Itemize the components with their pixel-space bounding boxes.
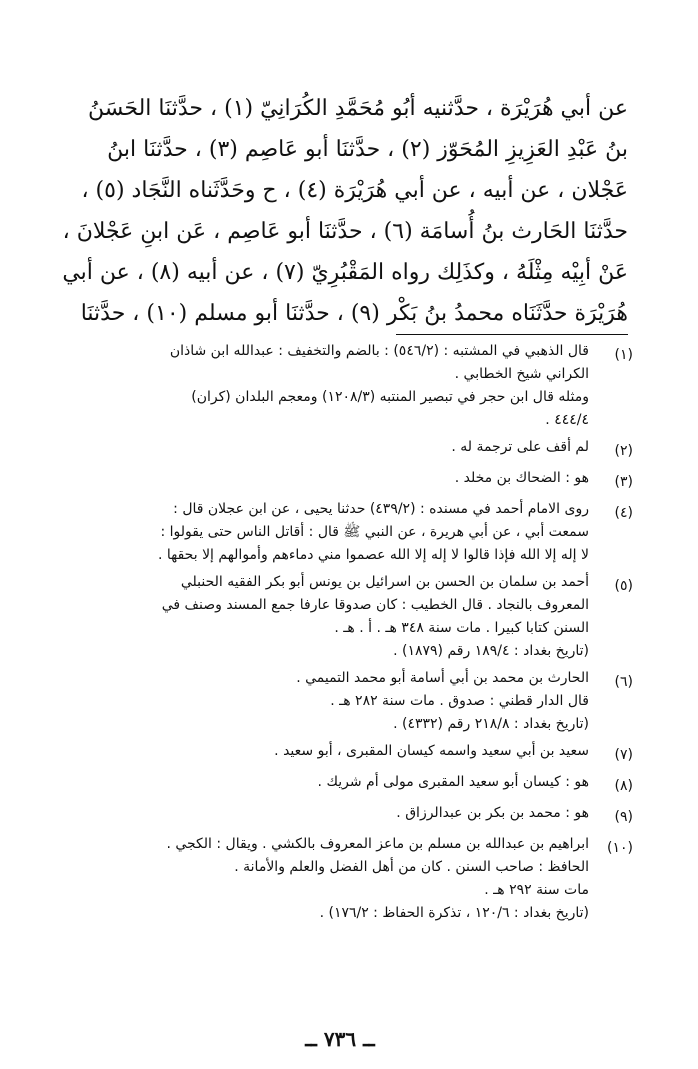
footnote-4: [78, 498, 633, 567]
footnote-number: (٦): [614, 674, 633, 690]
footnote-body: [78, 498, 589, 567]
footnote-line: ٤٤٤/٤ .: [545, 412, 589, 428]
footnote-body: [78, 667, 589, 736]
footnote-line: (تاريخ بغداد : ١٨٩/٤ رقم (١٨٧٩) .: [393, 643, 589, 659]
footnote-line: لا إله إلا الله فإذا قالوا لا إله إلا الله عصموا مني دماءهم وأموالهم إلا بحقها .: [157, 547, 589, 563]
footnote-number: (٨): [614, 778, 633, 794]
footnote-line: هو : محمد بن بكر بن عبدالرزاق .: [396, 805, 589, 821]
footnote-line: الحارث بن محمد بن أبي أسامة أبو محمد التميمي .: [296, 670, 589, 686]
footnote-number: (٥): [614, 578, 633, 594]
footnote-7: [78, 740, 633, 767]
footnote-10: [78, 833, 633, 925]
footnote-line: روى الامام أحمد في مسنده : (٤٣٩/٢) حدثنا يحيى ، عن ابن عجلان قال :: [173, 501, 589, 517]
footnote-line: سعيد بن أبي سعيد واسمه كيسان المقبرى ، أبو سعيد .: [274, 743, 589, 759]
footnote-body: [78, 740, 589, 767]
footnote-line: هو : الضحاك بن مخلد .: [454, 470, 589, 486]
footnote-1: [78, 340, 633, 432]
main-text-line: عن أبي هُرَيْرَة ، حدَّثنيه أبُو مُحَمَّدِ الكُرَانِيّ (١) ، حدَّثنَا الحَسَنُ: [88, 96, 628, 121]
footnote-line: سمعت أبي ، عن أبي هريرة ، عن النبي ﷺ قال : أقاتل الناس حتى يقولوا :: [160, 524, 589, 540]
main-text-line: بنُ عَبْدِ العَزِيزِ المُحَوّز (٢) ، حدَّثنَا أبو عَاصِم (٣) ، حدَّثنَا ابنُ: [107, 137, 628, 162]
footnote-body: [78, 571, 589, 663]
footnote-number: (٤): [614, 505, 633, 521]
footnote-line: الحافظ : صاحب السنن . كان من أهل الفضل والعلم والأمانة .: [234, 859, 589, 875]
footnote-9: [78, 802, 633, 829]
footnote-line: السنن كتابا كبيرا . مات سنة ٣٤٨ هـ . أ . هـ .: [334, 620, 589, 636]
footnote-line: ابراهيم بن عبدالله بن مسلم بن ماعز المعروف بالكشي . ويقال : الكجي .: [166, 836, 589, 852]
page-number: ــ ٧٣٦ ــ: [305, 1027, 375, 1051]
footnote-number: (٩): [614, 809, 633, 825]
footnote-body: [78, 833, 589, 925]
main-text-block: [62, 88, 628, 334]
footnote-body: [78, 467, 589, 494]
footnote-line: قال الذهبي في المشتبه : (٥٤٦/٢) : بالضم والتخفيف : عبدالله ابن شاذان: [169, 343, 589, 359]
footnote-number: (١): [614, 347, 633, 363]
footnotes-section: [78, 340, 633, 925]
footnote-number: (٧): [614, 747, 633, 763]
footnote-line: لم أقف على ترجمة له .: [451, 439, 589, 455]
footnote-line: قال الدار قطني : صدوق . مات سنة ٢٨٢ هـ .: [330, 693, 589, 709]
footnote-number: (٢): [614, 443, 633, 459]
footnote-line: المعروف بالنجاد . قال الخطيب : كان صدوقا عارفا جمع المسند وصنف في: [161, 597, 589, 613]
footnote-number: (١٠): [607, 840, 633, 856]
footnote-8: [78, 771, 633, 798]
main-text-line: حدَّثنَا الحَارث بنُ أُسامَة (٦) ، حدَّثنَا أبو عَاصِم ، عَن ابنِ عَجْلانَ ،: [62, 219, 628, 244]
footnote-number: (٣): [614, 474, 633, 490]
main-text-line: عَنْ أبِيْه مِثْلَهُ ، وكذَلِك رواه المَقْبُرِيّ (٧) ، عن أبيه (٨) ، عن أبي: [62, 260, 628, 285]
footnote-line: مات سنة ٢٩٢ هـ .: [484, 882, 589, 898]
footnote-line: (تاريخ بغداد : ١٢٠/٦ ، تذكرة الحفاظ : ١٧٦/٢) .: [319, 905, 589, 921]
footnote-line: هو : كيسان أبو سعيد المقبرى مولى أم شريك .: [317, 774, 589, 790]
main-text-line: عَجْلان ، عن أبيه ، عن أبي هُرَيْرَة (٤) ، ح وحَدَّثَناه النَّجَاد (٥) ،: [81, 178, 628, 203]
main-text-line: هُرَيْرَة حدَّثَنَاه محمدُ بنُ بَكْر (٩) ، حدَّثنَا أبو مسلم (١٠) ، حدَّثنَا: [80, 301, 628, 326]
footnote-3: [78, 467, 633, 494]
footnote-line: (تاريخ بغداد : ٢١٨/٨ رقم (٤٣٣٢) .: [393, 716, 589, 732]
footnote-5: [78, 571, 633, 663]
footnote-2: [78, 436, 633, 463]
footnote-line: الكراني شيخ الخطابي .: [454, 366, 589, 382]
footnote-separator: [396, 334, 628, 335]
footnote-body: [78, 340, 589, 432]
footnote-line: أحمد بن سلمان بن الحسن بن اسرائيل بن يونس أبو بكر الفقيه الحنبلي: [180, 574, 589, 590]
footnote-line: ومثله قال ابن حجر في تبصير المنتبه (١٢٠٨/٣) ومعجم البلدان (كران): [191, 389, 589, 405]
footnote-body: [78, 771, 589, 798]
footnote-body: [78, 802, 589, 829]
footnote-6: [78, 667, 633, 736]
footnote-body: [78, 436, 589, 463]
